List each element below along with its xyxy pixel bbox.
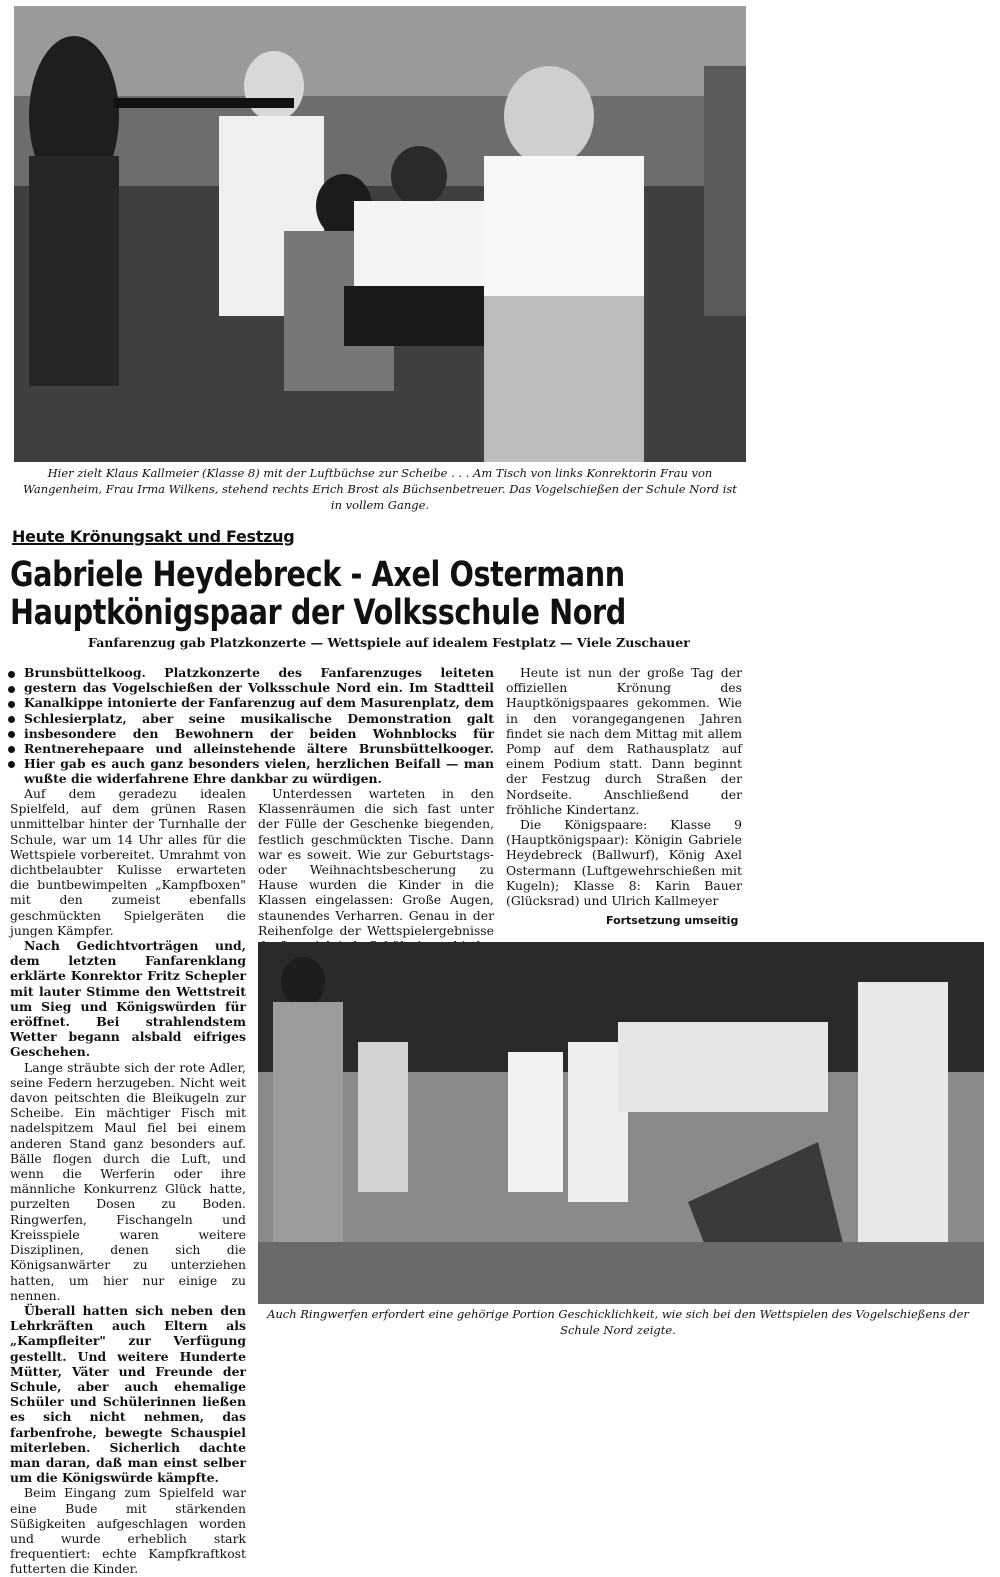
continuation-note: Fortsetzung umseitig — [606, 914, 739, 927]
top-photo — [14, 6, 746, 462]
subhead: Fanfarenzug gab Platzkonzerte — Wettspiele auf idealem Festplatz — Viele Zuschauer — [88, 635, 690, 650]
headline-line-2: Hauptkönigspaar der Volksschule Nord — [10, 593, 626, 633]
col2-paragraph-1: Unterdessen warteten in den Klassenräumen die sich fast unter der Fülle der Geschenke biegenden, festlich geschmückten Tische. Dann war es soweit. Wie zur Geburtstags- oder Weihnachtsbescherung zu Hause wurden die Kinder in die Klassen eingelassen: Große Augen, staunendes Verharren. Genau in der Reihenfolge der Wettspielergebnisse — [258, 786, 494, 938]
col1-paragraph-2: Nach Gedichtvorträgen und, dem letzten Fanfarenklang erklärte Konrektor Fritz Schepler mit lauter Stimme den Wettstreit um Sieg und Königswürden für eröffnet. Bei strahlendstem Wetter begann alsbald eifriges Geschehen. — [10, 938, 246, 1060]
col1-paragraph-5: Beim Eingang zum Spielfeld war eine Bude mit stärkenden Süßigkeiten aufgeschlagen worden und wurde erheblich stark frequentiert: echte Kampfkraftkost futterten die Kinder. — [10, 1485, 246, 1577]
bottom-photo-caption: Auch Ringwerfen erfordert eine gehörige Portion Geschicklichkeit, wie sich bei den Wettspielen des Vogelschießens der Schule Nord zeigte. — [267, 1307, 969, 1337]
bullet-icon — [8, 746, 15, 753]
col3-paragraph-1: Heute ist nun der große Tag der offiziellen Krönung des Hauptkönigspaares gekommen. Wie in den vorangegangenen Jahren findet sie nach dem Mittag mit allem Pomp auf dem Rathausplatz auf einem Podium statt. Dann beginnt der Festzug durch Straßen der Nordseite. Anschließend der fröhliche Kindertanz. — [506, 665, 742, 817]
col1-paragraph-1: Auf dem geradezu idealen Spielfeld, auf dem grünen Rasen unmittelbar hinter der Turnhalle der Schule, war um 14 Uhr alles für die Wettspiele vorbereitet. Umrahmt von dichtbelaubter Kulisse erwarteten die buntbewimpelten „Kampfboxen" mit den zumeist ebenfalls geschmückten Spielgeräten die jungen Kämpfer. — [10, 786, 246, 938]
bullet-icon — [8, 671, 15, 678]
bullet-icon — [8, 701, 15, 708]
kicker: Heute Krönungsakt und Festzug — [12, 527, 295, 546]
headline-line-1: Gabriele Heydebreck - Axel Ostermann — [10, 555, 625, 595]
top-photo-caption: Hier zielt Klaus Kallmeier (Klasse 8) mit der Luftbüchse zur Scheibe . . . Am Tisch von links Konrektorin Frau von Wangenheim, Frau Irma Wilkens, stehend rechts Erich Brost als Büchsenbetreuer. Das Vogelschießen der Schule Nord ist in vollem Gange. — [23, 466, 737, 512]
lead-paragraph: Brunsbüttelkoog. Platzkonzerte des Fanfarenzuges leiteten gestern das Vogelschießen der Volksschule Nord ein. Im Stadtteil Kanalkippe intonierte der Fanfarenzug auf dem Masurenplatz, dem Schlesierplatz, aber seine musikalische Demonstration galt insbesondere den Bewohnern der beiden Wohnblocks für Rentnerehepaare und alleinstehende ältere Brunsbüttelkooger. Hier gab es auch ganz besonders vielen, herzlichen Beifall — man wußte die widerfahrene Ehre dankbar zu würdigen. — [24, 665, 494, 787]
column-1 — [10, 786, 246, 1577]
column-3 — [506, 665, 742, 908]
col1-paragraph-3: Lange sträubte sich der rote Adler, seine Federn herzugeben. Nicht weit davon peitschten die Bleikugeln zur Scheibe. Ein mächtiger Fisch mit nadelspitzem Maul fiel bei einem anderen Stand ganz besonders auf. Bälle flogen durch die Luft, und wenn die Werferin oder ihre männliche Konkurrenz Glück hatte, purzelten Dosen zu Boden. Ringwerfen, Fischangeln und Kreisspiele waren weitere Disziplinen, denen sich die Königsanwärter zu unterziehen hatten, um hier nur einige zu nennen. — [10, 1059, 246, 1303]
bullet-icon — [8, 761, 15, 768]
bottom-photo — [258, 942, 984, 1304]
bullet-icon — [8, 716, 15, 723]
col3-paragraph-2: Die Königspaare: Klasse 9 (Hauptkönigspaar): Königin Gabriele Heydebreck (Ballwurf), König Axel Ostermann (Luftgewehrschießen mit Kugeln); Klasse 8: Karin Bauer (Glücksrad) und Ulrich Kallmeyer — [506, 817, 742, 909]
col1-paragraph-4: Überall hatten sich neben den Lehrkräften auch Eltern als „Kampfleiter" zur Verfügung gestellt. Und weitere Hunderte Mütter, Väter und Freunde der Schule, aber auch ehemalige Schüler und Schülerinnen ließen es sich nicht nehmen, das farbenfrohe, bewegte Schauspiel miterleben. Sicherlich dachte man daran, daß man einst selber um die Königswürde kämpfte. — [10, 1302, 246, 1486]
bullet-icon — [8, 686, 15, 693]
bullet-icon — [8, 731, 15, 738]
